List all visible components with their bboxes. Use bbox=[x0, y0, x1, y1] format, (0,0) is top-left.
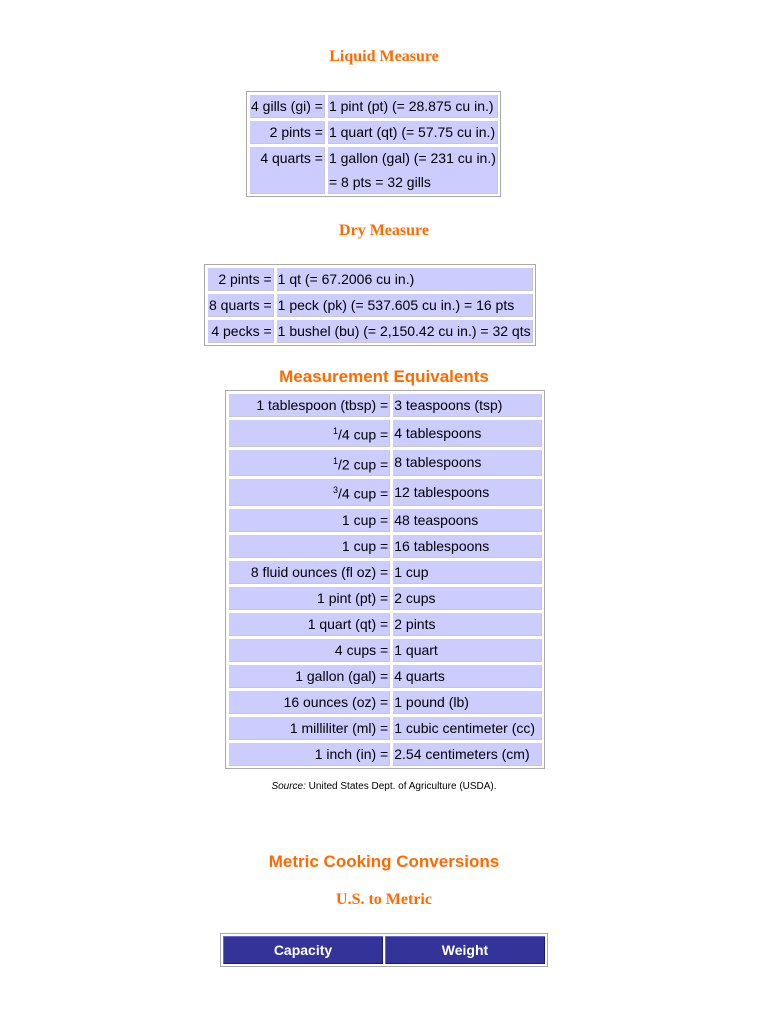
table-row bbox=[228, 478, 542, 506]
table-cell: 1 cup = bbox=[228, 534, 390, 558]
table-cell bbox=[228, 478, 390, 506]
cell-text: /2 cup = bbox=[338, 456, 389, 473]
table-cell: 1 cup = bbox=[228, 508, 390, 532]
measurement-equivalents-table bbox=[225, 390, 545, 769]
table-row bbox=[228, 664, 542, 688]
table-row bbox=[228, 586, 542, 610]
table-cell: 2 pints = bbox=[249, 120, 325, 144]
table-cell: 4 pecks = bbox=[207, 319, 274, 343]
table-row bbox=[249, 120, 498, 144]
cell-line: = 8 pts = 32 gills bbox=[328, 174, 431, 190]
table-cell: 4 quarts bbox=[392, 664, 542, 688]
table-row bbox=[228, 716, 542, 740]
table-cell: 2 pints bbox=[392, 612, 542, 636]
table-cell: 1 quart bbox=[392, 638, 542, 662]
table-cell bbox=[327, 146, 498, 194]
table-header-row bbox=[223, 936, 545, 964]
cell-text: /4 cup = bbox=[338, 485, 389, 502]
table-cell: 1 qt (= 67.2006 cu in.) bbox=[276, 267, 533, 291]
table-cell: 48 teaspoons bbox=[392, 508, 542, 532]
dry-measure-title: Dry Measure bbox=[339, 222, 429, 239]
table-cell: 2.54 centimeters (cm) bbox=[392, 742, 542, 766]
metric-conversions-title: Metric Cooking Conversions bbox=[268, 852, 500, 871]
table-row bbox=[228, 560, 542, 584]
table-cell: 1 cubic centimeter (cc) bbox=[392, 716, 542, 740]
table-cell: 1 pint (pt) (= 28.875 cu in.) bbox=[327, 94, 498, 118]
column-header-weight: Weight bbox=[385, 936, 545, 964]
table-row bbox=[228, 419, 542, 447]
table-cell: 2 cups bbox=[392, 586, 542, 610]
table-cell: 8 fluid ounces (fl oz) = bbox=[228, 560, 390, 584]
table-row bbox=[228, 742, 542, 766]
table-row bbox=[228, 508, 542, 532]
table-row bbox=[228, 393, 542, 417]
cell-text: /4 cup = bbox=[338, 426, 389, 443]
table-cell: 4 cups = bbox=[228, 638, 390, 662]
table-row bbox=[228, 449, 542, 477]
table-cell: 1 tablespoon (tbsp) = bbox=[228, 393, 390, 417]
us-to-metric-subtitle: U.S. to Metric bbox=[336, 891, 432, 908]
table-cell bbox=[228, 419, 390, 447]
table-cell: 2 pints = bbox=[207, 267, 274, 291]
measurement-equivalents-title: Measurement Equivalents bbox=[279, 367, 489, 386]
cell-line: 1 gallon (gal) (= 231 cu in.) bbox=[328, 150, 496, 166]
source-label: Source: bbox=[271, 781, 306, 792]
table-cell: 4 gills (gi) = bbox=[249, 94, 325, 118]
table-cell: 16 tablespoons bbox=[392, 534, 542, 558]
table-cell: 16 ounces (oz) = bbox=[228, 690, 390, 714]
table-row bbox=[207, 267, 533, 291]
fraction-numerator: 1 bbox=[333, 455, 339, 466]
table-cell bbox=[228, 449, 390, 477]
table-cell: 8 quarts = bbox=[207, 293, 274, 317]
table-cell: 3 teaspoons (tsp) bbox=[392, 393, 542, 417]
table-row bbox=[228, 612, 542, 636]
dry-measure-table bbox=[204, 264, 536, 346]
metric-conversions-table bbox=[220, 933, 548, 967]
table-cell: 1 milliliter (ml) = bbox=[228, 716, 390, 740]
table-cell: 1 peck (pk) (= 537.605 cu in.) = 16 pts bbox=[276, 293, 533, 317]
table-cell: 1 bushel (bu) (= 2,150.42 cu in.) = 32 qts bbox=[276, 319, 533, 343]
table-row bbox=[228, 638, 542, 662]
table-row bbox=[228, 534, 542, 558]
table-row bbox=[228, 690, 542, 714]
table-cell: 4 tablespoons bbox=[392, 419, 542, 447]
liquid-measure-title: Liquid Measure bbox=[329, 48, 439, 65]
source-text: United States Dept. of Agriculture (USDA). bbox=[305, 781, 497, 792]
table-cell: 1 quart (qt) (= 57.75 cu in.) bbox=[327, 120, 498, 144]
liquid-measure-table bbox=[246, 91, 501, 197]
table-cell: 4 quarts = bbox=[249, 146, 325, 194]
fraction-numerator: 1 bbox=[333, 426, 339, 436]
table-cell: 1 pint (pt) = bbox=[228, 586, 390, 610]
table-cell: 1 gallon (gal) = bbox=[228, 664, 390, 688]
table-row bbox=[249, 94, 498, 118]
table-cell: 1 quart (qt) = bbox=[228, 612, 390, 636]
table-cell: 8 tablespoons bbox=[392, 449, 542, 477]
table-row bbox=[207, 319, 533, 343]
table-cell: 1 pound (lb) bbox=[392, 690, 542, 714]
fraction-numerator: 3 bbox=[333, 485, 339, 496]
source-note bbox=[0, 781, 768, 792]
table-row bbox=[249, 146, 498, 194]
table-cell: 1 inch (in) = bbox=[228, 742, 390, 766]
table-cell: 12 tablespoons bbox=[392, 478, 542, 506]
column-header-capacity: Capacity bbox=[223, 936, 383, 964]
table-cell: 1 cup bbox=[392, 560, 542, 584]
table-row bbox=[207, 293, 533, 317]
